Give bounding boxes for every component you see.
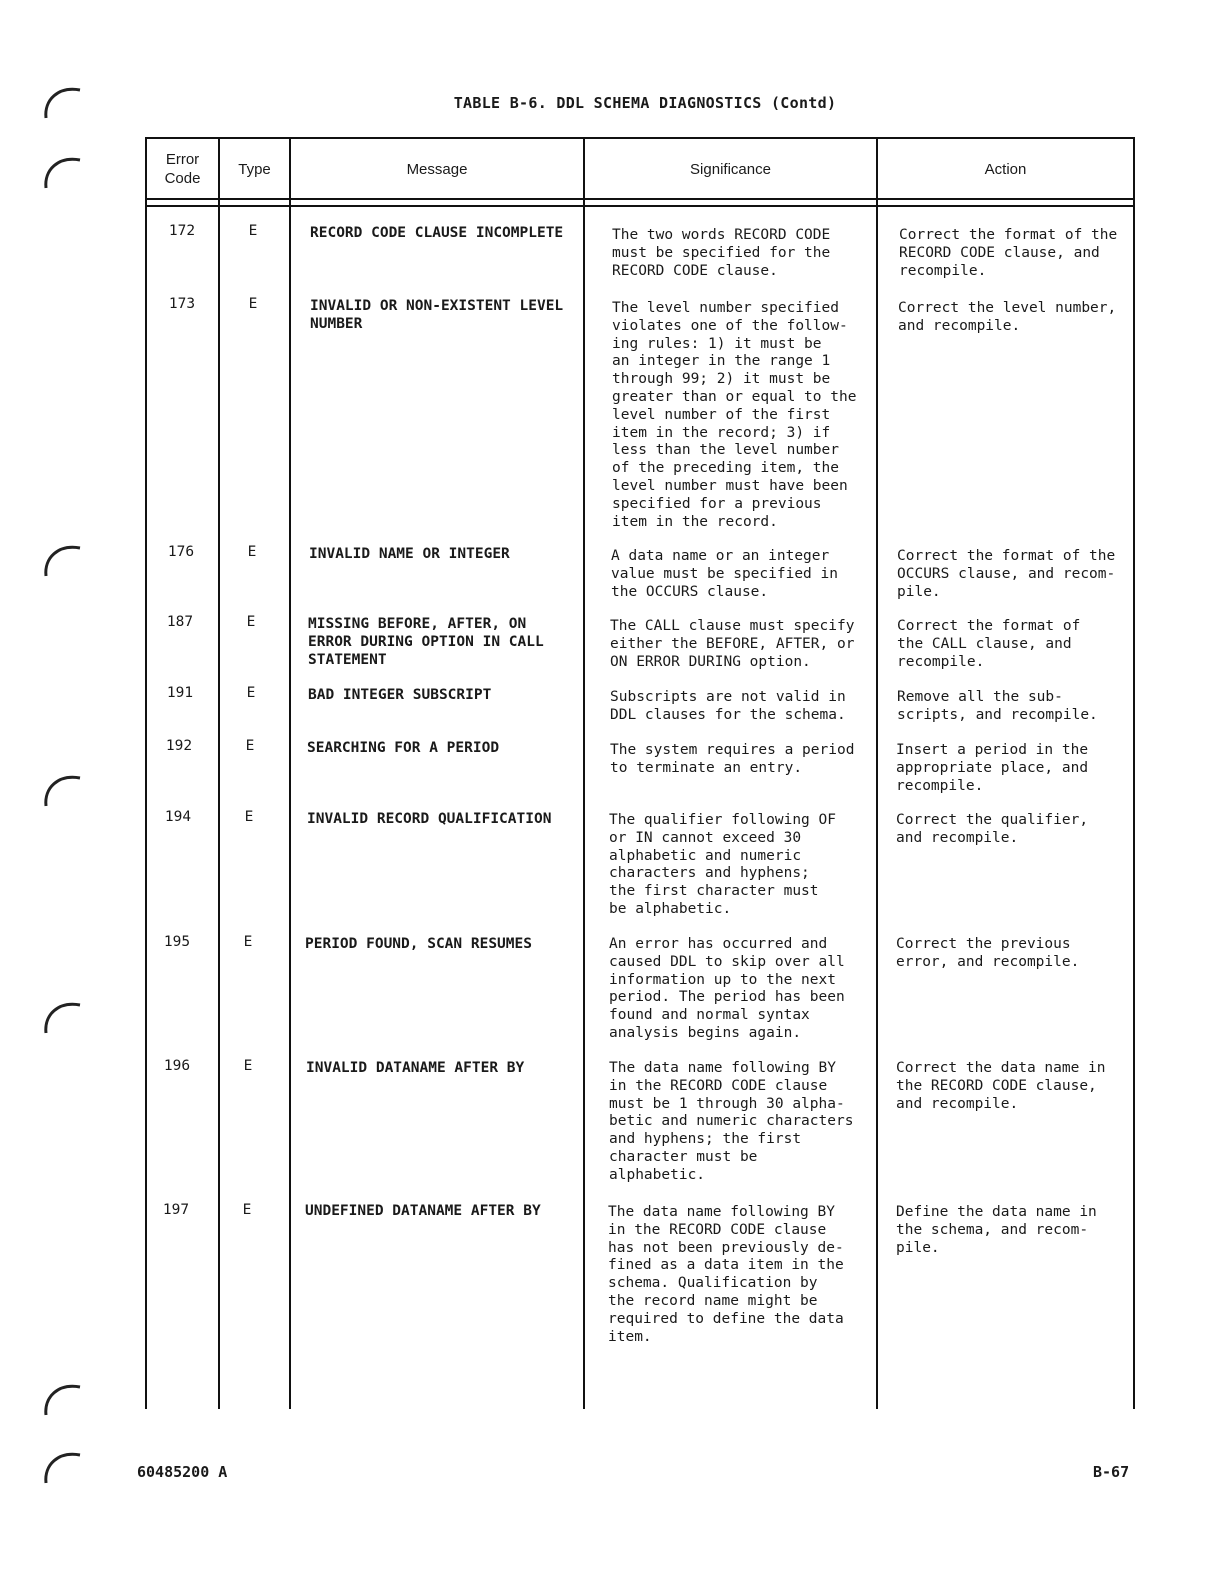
error-code-cell: 191: [166, 685, 194, 701]
document-number: 60485200 A: [137, 1463, 228, 1481]
type-cell: E: [246, 614, 256, 630]
type-cell: E: [243, 934, 253, 950]
message-cell: RECORD CODE CLAUSE INCOMPLETE: [310, 225, 564, 241]
header-error-code: Error Code: [164, 151, 201, 187]
binder-hole-mark-icon: [40, 536, 84, 580]
message-cell: INVALID DATANAME AFTER BY: [306, 1060, 525, 1076]
error-code-cell: 172: [168, 223, 196, 239]
binder-hole-mark-icon: [40, 993, 84, 1037]
message-cell: BAD INTEGER SUBSCRIPT: [308, 687, 492, 703]
significance-cell: The system requires a period to terminate an entry.: [610, 742, 855, 776]
type-cell: E: [244, 809, 254, 825]
header-message: Message: [406, 160, 468, 178]
binder-hole-mark-icon: [40, 766, 84, 810]
binder-hole-mark-icon: [40, 1375, 84, 1419]
action-cell: Correct the format of the OCCURS clause, and recom- pile.: [897, 548, 1116, 600]
error-code-cell: 194: [164, 809, 192, 825]
error-code-cell: 192: [165, 738, 193, 754]
message-cell: MISSING BEFORE, AFTER, ON ERROR DURING OPTION IN CALL STATEMENT: [308, 616, 544, 668]
message-cell: PERIOD FOUND, SCAN RESUMES: [305, 936, 532, 952]
type-cell: E: [247, 544, 257, 560]
header-rule: [145, 205, 1135, 207]
action-cell: Define the data name in the schema, and recom- pile.: [896, 1204, 1097, 1256]
error-code-cell: 197: [162, 1202, 190, 1218]
error-code-cell: 176: [167, 544, 195, 560]
action-cell: Correct the data name in the RECORD CODE clause, and recompile.: [896, 1060, 1106, 1112]
action-cell: Remove all the sub- scripts, and recompile.: [897, 689, 1098, 723]
action-cell: Correct the level number, and recompile.: [898, 300, 1117, 334]
column-divider: [876, 137, 878, 1409]
action-cell: Correct the previous error, and recompile.: [896, 936, 1080, 970]
error-code-cell: 187: [166, 614, 194, 630]
column-divider: [583, 137, 585, 1409]
table-title: TABLE B-6. DDL SCHEMA DIAGNOSTICS (Contd): [453, 94, 837, 112]
action-cell: Correct the format of the RECORD CODE clause, and recompile.: [899, 227, 1118, 279]
message-cell: SEARCHING FOR A PERIOD: [307, 740, 500, 756]
binder-hole-mark-icon: [40, 148, 84, 192]
message-cell: UNDEFINED DATANAME AFTER BY: [305, 1203, 541, 1219]
action-cell: Insert a period in the appropriate place, and recompile.: [896, 742, 1089, 794]
type-cell: E: [248, 296, 258, 312]
error-code-cell: 173: [168, 296, 196, 312]
significance-cell: An error has occurred and caused DDL to skip over all information up to the next period. The period has been found and normal syntax analysis begins again.: [609, 936, 845, 1041]
significance-cell: The data name following BY in the RECORD CODE clause has not been previously de- fined as a data item in the schema. Qualification by the record name might be required to define the data item.: [608, 1204, 844, 1345]
significance-cell: The level number specified violates one of the follow- ing rules: 1) it must be an integer in the range 1 through 99; 2) it must be greater than or equal to the level number of the first item in the record; 3) if less than the level number of the preceding item, the level number must have been specified for a previous item in the record.: [612, 300, 857, 530]
page-number: B-67: [1093, 1463, 1130, 1481]
type-cell: E: [242, 1202, 252, 1218]
error-code-cell: 196: [163, 1058, 191, 1074]
error-code-cell: 195: [163, 934, 191, 950]
column-divider: [289, 137, 291, 1409]
significance-cell: The qualifier following OF or IN cannot exceed 30 alphabetic and numeric characters and hyphens; the first character must be alphabetic.: [609, 812, 836, 917]
binder-hole-mark-icon: [40, 1443, 84, 1487]
type-cell: E: [248, 223, 258, 239]
type-cell: E: [243, 1058, 253, 1074]
action-cell: Correct the qualifier, and recompile.: [896, 812, 1089, 846]
column-divider: [218, 137, 220, 1409]
header-type: Type: [238, 160, 271, 178]
type-cell: E: [245, 738, 255, 754]
significance-cell: A data name or an integer value must be specified in the OCCURS clause.: [611, 548, 838, 600]
significance-cell: The two words RECORD CODE must be specified for the RECORD CODE clause.: [612, 227, 831, 279]
header-significance: Significance: [690, 160, 771, 178]
header-rule: [145, 198, 1135, 200]
message-cell: INVALID RECORD QUALIFICATION: [307, 811, 552, 827]
message-cell: INVALID OR NON-EXISTENT LEVEL NUMBER: [310, 298, 564, 332]
type-cell: E: [246, 685, 256, 701]
message-cell: INVALID NAME OR INTEGER: [309, 546, 510, 562]
header-action: Action: [984, 160, 1027, 178]
significance-cell: The data name following BY in the RECORD CODE clause must be 1 through 30 alpha- betic and numeric characters and hyphens; the first character must be alphabetic.: [609, 1060, 854, 1183]
significance-cell: Subscripts are not valid in DDL clauses for the schema.: [610, 689, 846, 723]
significance-cell: The CALL clause must specify either the BEFORE, AFTER, or ON ERROR DURING option.: [610, 618, 855, 670]
action-cell: Correct the format of the CALL clause, and recompile.: [897, 618, 1081, 670]
